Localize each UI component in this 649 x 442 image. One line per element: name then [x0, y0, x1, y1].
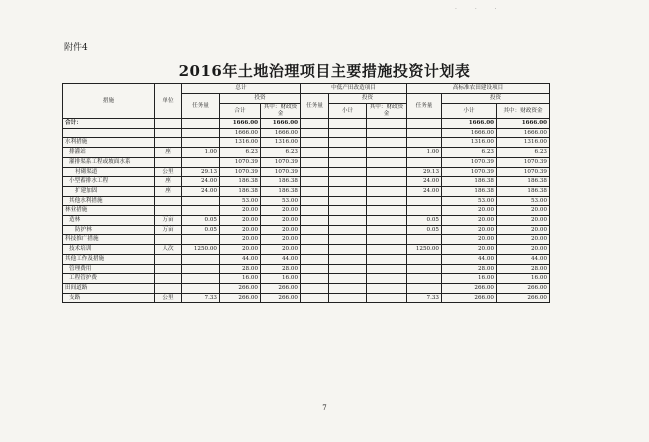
high-fiscal: 1316.00 — [497, 138, 550, 148]
table-row — [63, 196, 550, 206]
total-task: 29.13 — [182, 167, 220, 177]
table-row — [63, 138, 550, 148]
high-invest: 44.00 — [442, 254, 497, 264]
row-name: 其他水利措施 — [63, 196, 155, 206]
total-fiscal: 20.00 — [261, 206, 301, 216]
row-unit: 座 — [155, 177, 182, 187]
high-fiscal: 266.00 — [497, 283, 550, 293]
central-fiscal — [367, 157, 407, 167]
total-fiscal: 53.00 — [261, 196, 301, 206]
attachment-label: 附件4 — [64, 43, 88, 53]
header-total-group: 总计 — [182, 84, 301, 94]
central-invest — [329, 225, 367, 235]
total-task: 0.05 — [182, 225, 220, 235]
row-unit — [155, 206, 182, 216]
central-invest — [329, 148, 367, 158]
central-task — [301, 157, 329, 167]
central-invest — [329, 206, 367, 216]
total-task — [182, 196, 220, 206]
total-task: 24.00 — [182, 177, 220, 187]
central-invest — [329, 177, 367, 187]
total-task — [182, 283, 220, 293]
table-row — [63, 206, 550, 216]
high-fiscal: 20.00 — [497, 235, 550, 245]
total-task: 1.00 — [182, 148, 220, 158]
table-row — [63, 225, 550, 235]
row-unit: 座 — [155, 186, 182, 196]
row-unit: 座 — [155, 148, 182, 158]
total-invest: 20.00 — [220, 225, 261, 235]
central-fiscal — [367, 225, 407, 235]
central-task — [301, 225, 329, 235]
high-invest: 266.00 — [442, 293, 497, 303]
central-task — [301, 128, 329, 138]
total-invest: 266.00 — [220, 283, 261, 293]
table-row — [63, 148, 550, 158]
row-name: 其他工作及措施 — [63, 254, 155, 264]
row-name: 排灌站 — [63, 148, 155, 158]
row-name: 衬砌渠道 — [63, 167, 155, 177]
high-fiscal: 16.00 — [497, 274, 550, 284]
high-invest: 1666.00 — [442, 119, 497, 129]
central-task — [301, 245, 329, 255]
total-task — [182, 157, 220, 167]
central-fiscal — [367, 216, 407, 226]
total-fiscal: 6.23 — [261, 148, 301, 158]
high-invest: 20.00 — [442, 206, 497, 216]
high-invest: 28.00 — [442, 264, 497, 274]
total-invest: 1070.39 — [220, 167, 261, 177]
high-fiscal: 186.38 — [497, 177, 550, 187]
central-invest — [329, 254, 367, 264]
row-unit — [155, 138, 182, 148]
central-task — [301, 177, 329, 187]
high-invest: 1070.39 — [442, 157, 497, 167]
high-fiscal: 1666.00 — [497, 128, 550, 138]
total-invest: 53.00 — [220, 196, 261, 206]
header-total-task: 任务量 — [182, 94, 220, 119]
high-invest: 186.38 — [442, 186, 497, 196]
row-name: 管理费用 — [63, 264, 155, 274]
header-total-invest: 投资 — [220, 94, 301, 104]
total-invest: 1666.00 — [220, 128, 261, 138]
total-invest: 186.38 — [220, 186, 261, 196]
total-fiscal: 20.00 — [261, 235, 301, 245]
row-name: 小型蓄排水工程 — [63, 177, 155, 187]
central-fiscal — [367, 245, 407, 255]
high-fiscal: 20.00 — [497, 245, 550, 255]
table-row — [63, 245, 550, 255]
header-high-fiscal: 其中：财政资金 — [497, 104, 550, 119]
central-fiscal — [367, 264, 407, 274]
central-task — [301, 283, 329, 293]
high-fiscal: 28.00 — [497, 264, 550, 274]
total-fiscal: 1666.00 — [261, 119, 301, 129]
row-name: 科技推广措施 — [63, 235, 155, 245]
table-row — [63, 254, 550, 264]
investment-table — [62, 83, 550, 303]
central-invest — [329, 216, 367, 226]
high-task — [407, 274, 442, 284]
central-invest — [329, 157, 367, 167]
row-name: 工程管护费 — [63, 274, 155, 284]
total-fiscal: 1316.00 — [261, 138, 301, 148]
header-central-invest: 投资 — [329, 94, 407, 104]
total-invest: 266.00 — [220, 293, 261, 303]
total-fiscal: 1666.00 — [261, 128, 301, 138]
high-invest: 20.00 — [442, 225, 497, 235]
central-invest — [329, 293, 367, 303]
row-name: 造林 — [63, 216, 155, 226]
row-unit: 公里 — [155, 167, 182, 177]
high-task — [407, 283, 442, 293]
total-task — [182, 274, 220, 284]
total-fiscal: 266.00 — [261, 283, 301, 293]
total-task — [182, 138, 220, 148]
table-body — [63, 119, 550, 303]
central-task — [301, 254, 329, 264]
header-central-group: 中低产田改造项目 — [301, 84, 407, 94]
central-task — [301, 216, 329, 226]
total-task: 7.33 — [182, 293, 220, 303]
row-unit — [155, 157, 182, 167]
central-fiscal — [367, 186, 407, 196]
central-invest — [329, 264, 367, 274]
high-invest: 1316.00 — [442, 138, 497, 148]
header-total-fiscal: 其中：财政资金 — [261, 104, 301, 119]
header-central-fiscal: 其中：财政资金 — [367, 104, 407, 119]
high-invest: 16.00 — [442, 274, 497, 284]
header-high-invest: 投资 — [442, 94, 550, 104]
central-task — [301, 235, 329, 245]
central-task — [301, 119, 329, 129]
table-row — [63, 264, 550, 274]
header-high-sum: 小计 — [442, 104, 497, 119]
table-row — [63, 235, 550, 245]
central-fiscal — [367, 177, 407, 187]
row-unit — [155, 264, 182, 274]
row-unit: 人次 — [155, 245, 182, 255]
high-task: 7.33 — [407, 293, 442, 303]
central-fiscal — [367, 283, 407, 293]
high-task — [407, 235, 442, 245]
total-invest: 20.00 — [220, 216, 261, 226]
central-task — [301, 293, 329, 303]
total-invest: 44.00 — [220, 254, 261, 264]
row-name: 合计： — [63, 119, 155, 129]
central-fiscal — [367, 196, 407, 206]
high-task — [407, 157, 442, 167]
total-invest: 6.23 — [220, 148, 261, 158]
total-invest: 1070.39 — [220, 157, 261, 167]
central-task — [301, 196, 329, 206]
total-task: 0.05 — [182, 216, 220, 226]
central-fiscal — [367, 167, 407, 177]
total-task — [182, 235, 220, 245]
high-fiscal: 1070.39 — [497, 167, 550, 177]
high-task — [407, 138, 442, 148]
central-task — [301, 148, 329, 158]
row-name: 扩建加固 — [63, 186, 155, 196]
central-fiscal — [367, 119, 407, 129]
high-task: 0.05 — [407, 225, 442, 235]
high-task: 1250.00 — [407, 245, 442, 255]
high-invest: 53.00 — [442, 196, 497, 206]
high-fiscal: 1070.39 — [497, 157, 550, 167]
high-task — [407, 254, 442, 264]
central-invest — [329, 128, 367, 138]
high-fiscal: 20.00 — [497, 225, 550, 235]
central-fiscal — [367, 274, 407, 284]
table-row — [63, 167, 550, 177]
row-unit — [155, 128, 182, 138]
high-invest: 20.00 — [442, 216, 497, 226]
central-fiscal — [367, 254, 407, 264]
row-name: 防护林 — [63, 225, 155, 235]
row-name: 技术培训 — [63, 245, 155, 255]
total-invest: 186.38 — [220, 177, 261, 187]
central-fiscal — [367, 148, 407, 158]
total-fiscal: 44.00 — [261, 254, 301, 264]
total-task — [182, 206, 220, 216]
total-invest: 1666.00 — [220, 119, 261, 129]
high-invest: 1666.00 — [442, 128, 497, 138]
table-row — [63, 177, 550, 187]
high-fiscal: 20.00 — [497, 206, 550, 216]
central-task — [301, 138, 329, 148]
total-fiscal: 1070.39 — [261, 157, 301, 167]
table-row — [63, 157, 550, 167]
total-task — [182, 128, 220, 138]
central-task — [301, 186, 329, 196]
central-fiscal — [367, 235, 407, 245]
total-task: 1250.00 — [182, 245, 220, 255]
row-name: 支路 — [63, 293, 155, 303]
table-row — [63, 216, 550, 226]
row-unit — [155, 254, 182, 264]
table-row — [63, 128, 550, 138]
total-invest: 28.00 — [220, 264, 261, 274]
central-invest — [329, 245, 367, 255]
total-invest: 20.00 — [220, 245, 261, 255]
high-invest: 266.00 — [442, 283, 497, 293]
total-invest: 16.00 — [220, 274, 261, 284]
high-fiscal: 186.38 — [497, 186, 550, 196]
central-task — [301, 264, 329, 274]
total-task: 24.00 — [182, 186, 220, 196]
header-total-sum: 合计 — [220, 104, 261, 119]
high-task: 24.00 — [407, 177, 442, 187]
table-row — [63, 274, 550, 284]
row-unit — [155, 283, 182, 293]
high-fiscal: 266.00 — [497, 293, 550, 303]
central-invest — [329, 196, 367, 206]
high-fiscal: 20.00 — [497, 216, 550, 226]
high-task — [407, 206, 442, 216]
row-unit: 万亩 — [155, 216, 182, 226]
header-central-task: 任务量 — [301, 94, 329, 119]
table-row — [63, 293, 550, 303]
central-fiscal — [367, 138, 407, 148]
total-invest: 1316.00 — [220, 138, 261, 148]
central-fiscal — [367, 206, 407, 216]
scan-marks: · · · — [455, 6, 505, 13]
table-row — [63, 283, 550, 293]
row-name: 灌排渠系工程或坡面水系 — [63, 157, 155, 167]
header-high-std-group: 高标准农田建设项目 — [407, 84, 550, 94]
high-invest: 20.00 — [442, 245, 497, 255]
high-invest: 1070.39 — [442, 167, 497, 177]
high-task — [407, 264, 442, 274]
high-task — [407, 119, 442, 129]
central-invest — [329, 235, 367, 245]
total-fiscal: 20.00 — [261, 225, 301, 235]
table-row — [63, 186, 550, 196]
high-invest: 20.00 — [442, 235, 497, 245]
central-invest — [329, 138, 367, 148]
total-fiscal: 1070.39 — [261, 167, 301, 177]
central-fiscal — [367, 293, 407, 303]
central-invest — [329, 119, 367, 129]
high-fiscal: 44.00 — [497, 254, 550, 264]
row-name: 田间道路 — [63, 283, 155, 293]
total-invest: 20.00 — [220, 235, 261, 245]
high-task — [407, 128, 442, 138]
header-unit: 单位 — [155, 84, 182, 119]
total-fiscal: 20.00 — [261, 216, 301, 226]
central-invest — [329, 274, 367, 284]
high-task: 24.00 — [407, 186, 442, 196]
page-title: 2016年土地治理项目主要措施投资计划表 — [178, 62, 471, 80]
central-task — [301, 167, 329, 177]
row-unit: 万亩 — [155, 225, 182, 235]
high-task: 0.05 — [407, 216, 442, 226]
total-invest: 20.00 — [220, 206, 261, 216]
high-fiscal: 53.00 — [497, 196, 550, 206]
row-name: 林业措施 — [63, 206, 155, 216]
central-fiscal — [367, 128, 407, 138]
total-task — [182, 254, 220, 264]
row-unit: 公里 — [155, 293, 182, 303]
total-task — [182, 119, 220, 129]
total-fiscal: 266.00 — [261, 293, 301, 303]
high-fiscal: 1666.00 — [497, 119, 550, 129]
central-task — [301, 274, 329, 284]
high-task — [407, 196, 442, 206]
row-name — [63, 128, 155, 138]
high-task: 29.13 — [407, 167, 442, 177]
central-invest — [329, 283, 367, 293]
total-task — [182, 264, 220, 274]
row-unit — [155, 235, 182, 245]
header-central-sum: 小计 — [329, 104, 367, 119]
row-unit — [155, 119, 182, 129]
total-fiscal: 28.00 — [261, 264, 301, 274]
central-invest — [329, 186, 367, 196]
header-high-task: 任务量 — [407, 94, 442, 119]
high-invest: 186.38 — [442, 177, 497, 187]
table-row — [63, 119, 550, 129]
total-fiscal: 186.38 — [261, 186, 301, 196]
high-task: 1.00 — [407, 148, 442, 158]
header-measure: 措施 — [63, 84, 155, 119]
total-fiscal: 16.00 — [261, 274, 301, 284]
total-fiscal: 186.38 — [261, 177, 301, 187]
row-name: 水利措施 — [63, 138, 155, 148]
high-fiscal: 6.23 — [497, 148, 550, 158]
central-invest — [329, 167, 367, 177]
page-number: 7 — [322, 404, 327, 412]
central-task — [301, 206, 329, 216]
total-fiscal: 20.00 — [261, 245, 301, 255]
row-unit — [155, 196, 182, 206]
high-invest: 6.23 — [442, 148, 497, 158]
row-unit — [155, 274, 182, 284]
